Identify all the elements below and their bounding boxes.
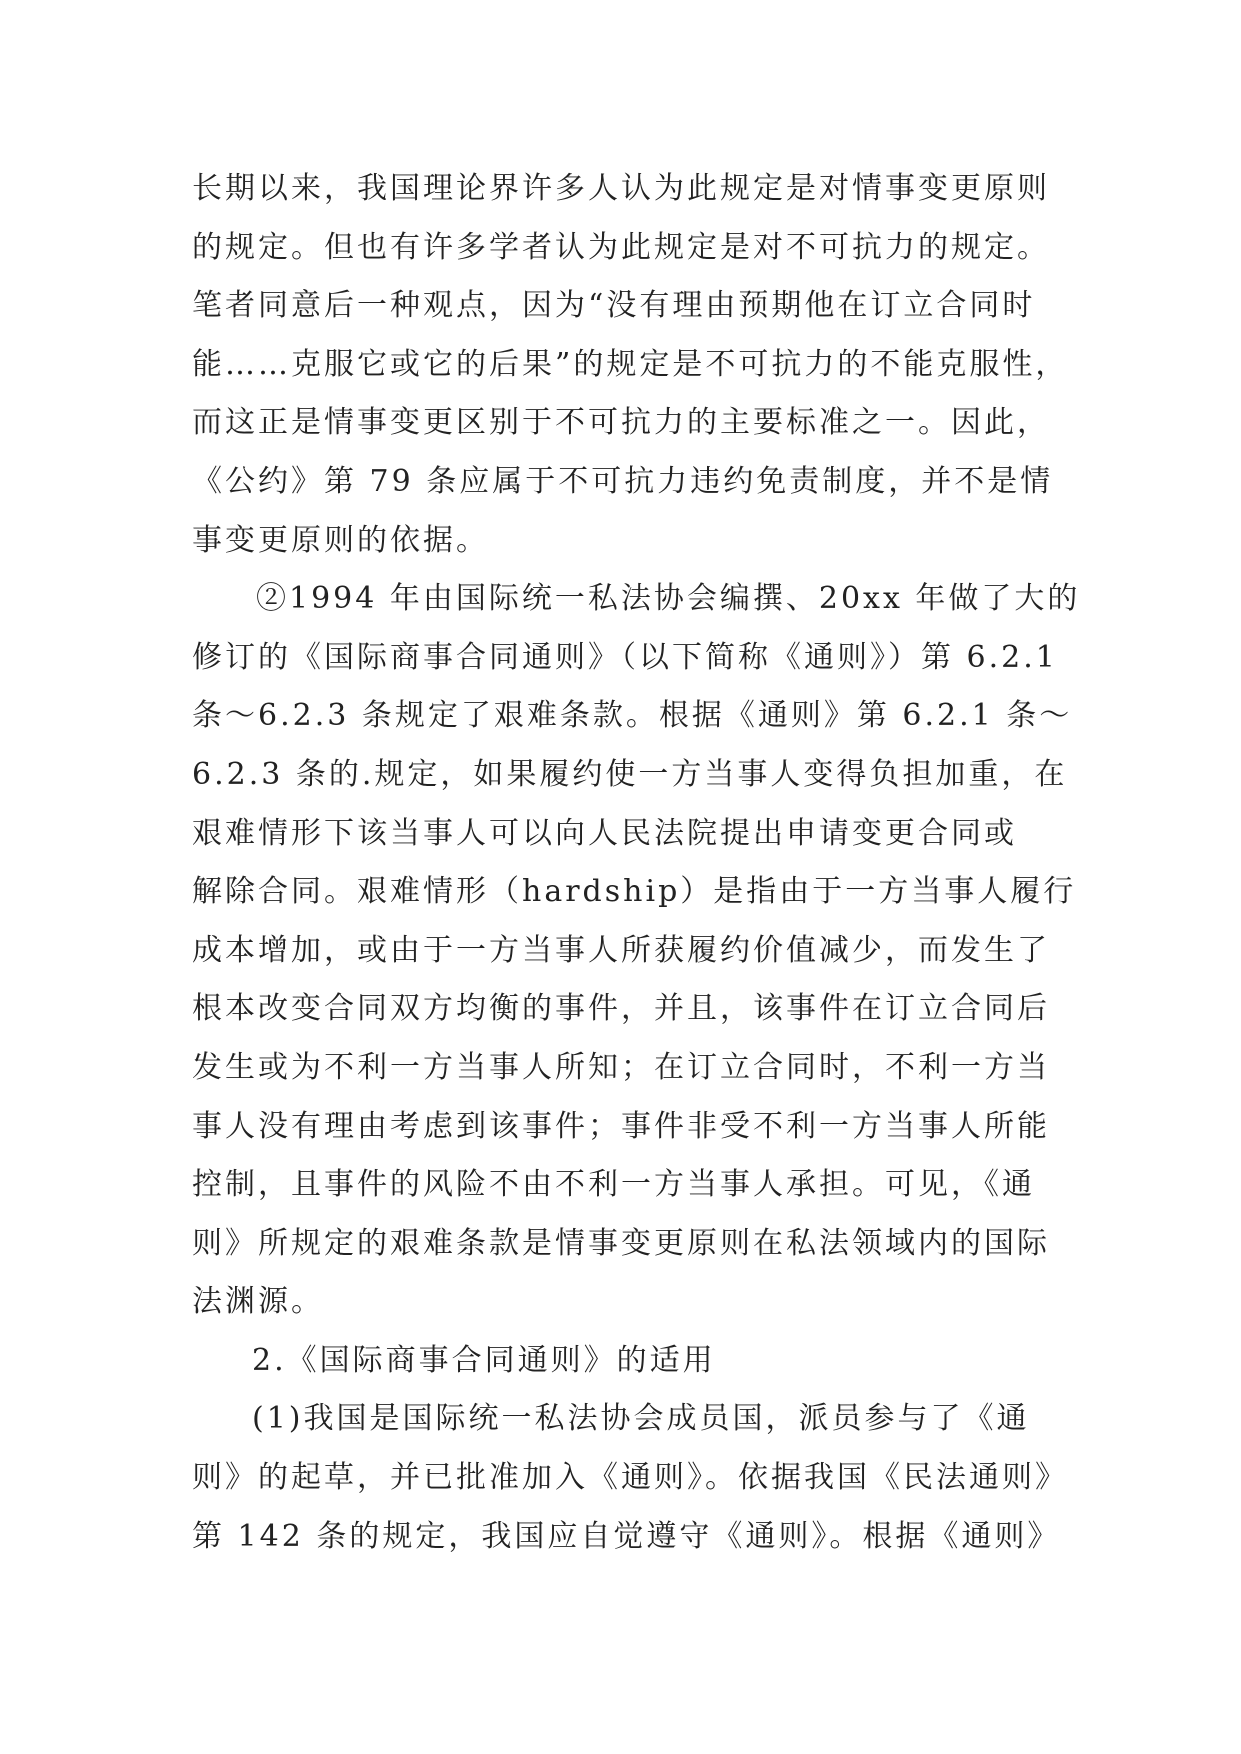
text-line: 则》所规定的艰难条款是情事变更原则在私法领域内的国际	[192, 1225, 1050, 1261]
text-line: 则》的起草，并已批准加入《通则》。依据我国《民法通则》	[192, 1460, 1068, 1496]
text-line: 事变更原则的依据。	[192, 522, 489, 558]
text-line: 控制，且事件的风险不由不利一方当事人承担。可见，《通	[192, 1167, 1035, 1203]
body-text	[192, 160, 1081, 1566]
text-line: 成本增加，或由于一方当事人所获履约价值减少，而发生了	[192, 932, 1050, 968]
text-line: 根本改变合同双方均衡的事件，并且，该事件在订立合同后	[192, 991, 1050, 1027]
text-line: 艰难情形下该当事人可以向人民法院提出申请变更合同或	[192, 815, 1017, 851]
text-line: 条～6.2.3 条规定了艰难条款。根据《通则》第 6.2.1 条～	[192, 698, 1073, 734]
text-line: (1)我国是国际统一私法协会成员国，派员参与了《通	[252, 1401, 1030, 1437]
text-line: 事人没有理由考虑到该事件；事件非受不利一方当事人所能	[192, 1108, 1050, 1144]
text-line: 法渊源。	[192, 1284, 324, 1320]
text-line: 第 142 条的规定，我国应自觉遵守《通则》。根据《通则》	[192, 1518, 1061, 1554]
text-line: ②1994 年由国际统一私法协会编撰、20xx 年做了大的	[256, 581, 1081, 617]
text-line: 发生或为不利一方当事人所知；在订立合同时，不利一方当	[192, 1049, 1050, 1085]
text-line: 《公约》第 79 条应属于不可抗力违约免责制度，并不是情	[192, 463, 1054, 499]
text-line: 而这正是情事变更区别于不可抗力的主要标准之一。因此，	[192, 405, 1050, 441]
text-line: 6.2.3 条的.规定，如果履约使一方当事人变得负担加重，在	[192, 756, 1068, 792]
text-line: 笔者同意后一种观点，因为“没有理由预期他在订立合同时	[192, 288, 1036, 324]
text-line: 长期以来，我国理论界许多人认为此规定是对情事变更原则	[192, 171, 1050, 206]
text-line: 修订的《国际商事合同通则》（以下简称《通则》）第 6.2.1	[192, 639, 1058, 675]
text-line: 解除合同。艰难情形（hardship）是指由于一方当事人履行	[192, 874, 1077, 910]
section-heading: 2.《国际商事合同通则》的适用	[252, 1342, 716, 1378]
text-line: 能……克服它或它的后果”的规定是不可抗力的不能克服性，	[192, 346, 1069, 382]
text-line: 的规定。但也有许多学者认为此规定是对不可抗力的规定。	[192, 229, 1050, 265]
